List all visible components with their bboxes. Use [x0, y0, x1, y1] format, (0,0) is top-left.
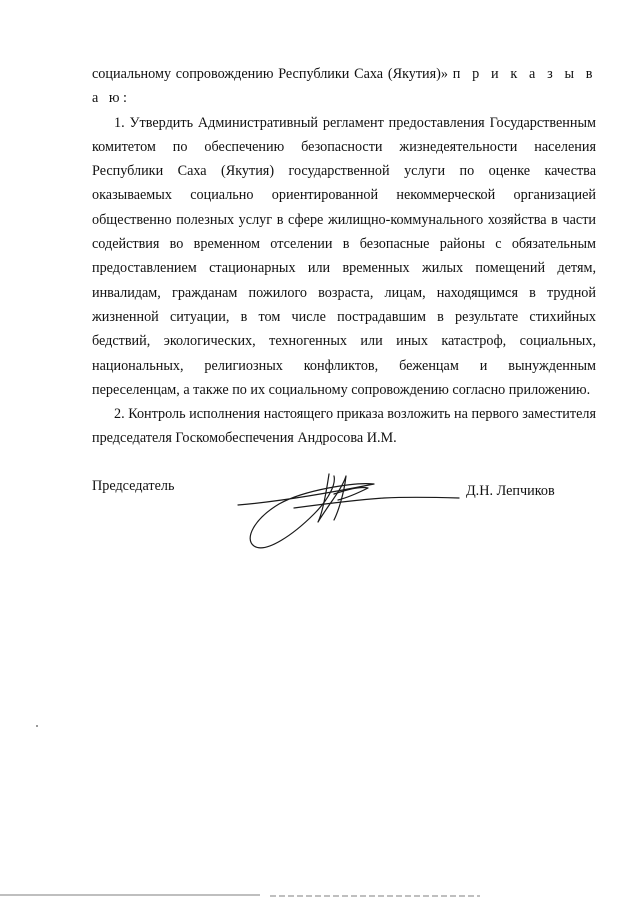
order-word: п р и к а з ы в а ю: [92, 66, 596, 107]
margin-mark [36, 725, 38, 727]
signatory-name: Д.Н. Лепчиков [466, 483, 555, 499]
intro-text: социальному сопровождению Республики Саха (Якутия)» [92, 66, 448, 82]
bottom-scan-line [0, 888, 640, 898]
document-body [92, 62, 596, 451]
intro-line [92, 62, 596, 111]
paragraph-2: 2. Контроль исполнения настоящего приказа возложить на первого заместителя председателя Госкомобеспечения Андросова И.М. [92, 406, 596, 447]
handwritten-signature [234, 464, 464, 564]
signatory-title: Председатель [92, 478, 175, 494]
signature-block [92, 478, 596, 568]
paragraph-1: 1. Утвердить Административный регламент предоставления Государственным комитетом по обеспечению безопасности жизнедеятельности населения Республики Саха (Якутия) государственной услуги по оценке качества оказываемых социально ориентированной некоммерческой организацией общественно полезных услуг в сфере жилищно-коммунального хозяйства в части содействия во временном отселении в безопасные районы с обязательным предоставлением стационарных или временных жилых помещений детям, инвалидам, гражданам пожилого возраста, лицам, находящимся в трудной жизненной ситуации, в том числе пострадавшим в результате стихийных бедствий, экологических, техногенных или иных катастроф, социальных, национальных, религиозных конфликтов, беженцам и вынужденным переселенцам, а также по их социальному сопровождению согласно приложению. [92, 114, 596, 398]
